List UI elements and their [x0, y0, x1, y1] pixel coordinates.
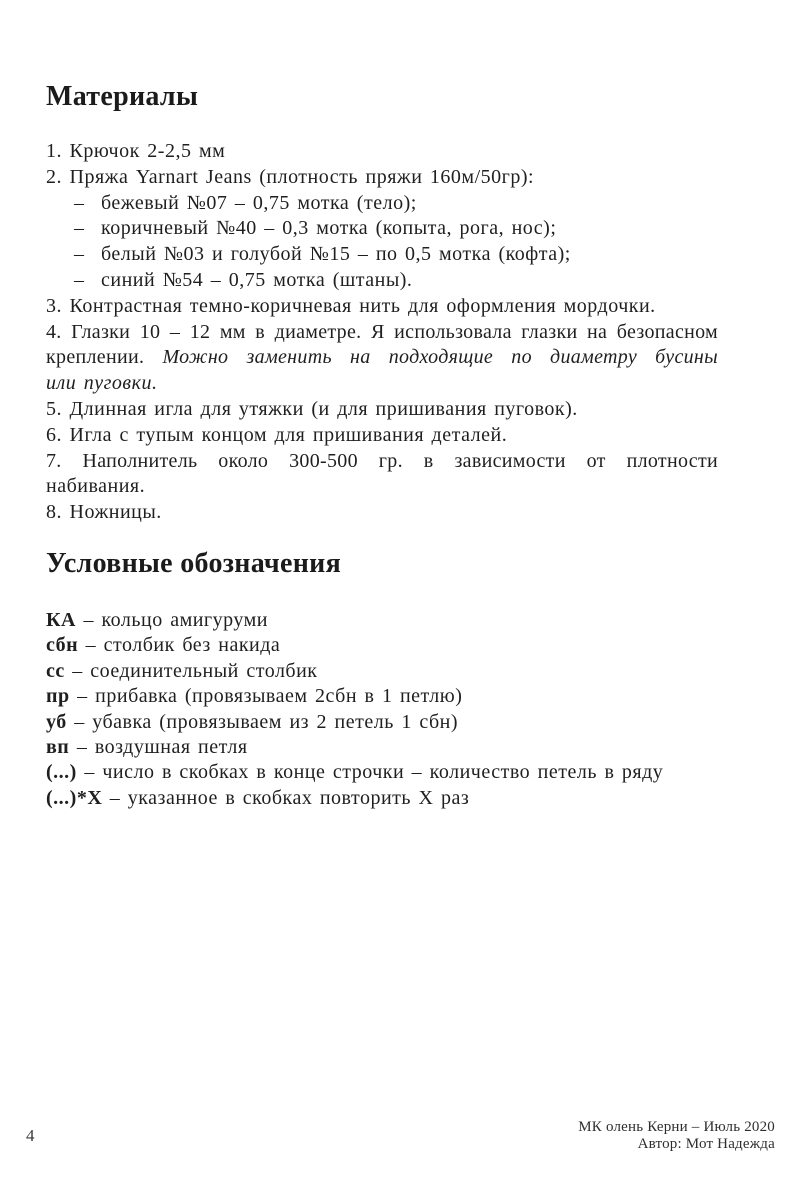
text-segment: 1. Крючок 2-2,5 мм	[46, 140, 226, 162]
materials-line	[46, 216, 718, 242]
materials-line	[46, 500, 718, 526]
list-dash: –	[74, 217, 85, 240]
legend-item	[46, 710, 718, 735]
legend-description: – прибавка (провязываем 2сбн в 1 петлю)	[69, 685, 463, 708]
text-segment: белый №03 и голубой №15 – по 0,5 мотка (кофта);	[101, 243, 571, 266]
text-segment: 5. Длинная игла для утяжки (и для пришивания пуговок).	[46, 397, 578, 420]
legend-item	[46, 608, 718, 633]
text-segment: набивания.	[46, 475, 146, 498]
materials-line	[46, 294, 718, 320]
legend-item	[46, 786, 718, 811]
materials-line	[46, 371, 718, 397]
legend-description: – воздушная петля	[69, 735, 248, 758]
materials-list	[46, 139, 718, 526]
materials-line	[46, 449, 718, 475]
footer-credit-line-2: Автор: Мот Надежда	[637, 1136, 775, 1152]
text-segment: или пуговки.	[46, 372, 158, 395]
legend-item	[46, 760, 718, 785]
text-segment: креплении.	[46, 346, 163, 369]
materials-line	[46, 423, 718, 449]
materials-line	[46, 320, 718, 346]
legend-description: – число в скобках в конце строчки – количество петель в ряду	[76, 761, 664, 784]
legend-heading: Условные обозначения	[46, 548, 342, 579]
legend-term: КА	[46, 609, 76, 631]
legend-item	[46, 633, 718, 658]
legend-description: – столбик без накида	[78, 634, 281, 657]
legend-term: сс	[46, 659, 65, 682]
materials-heading: Материалы	[46, 81, 199, 112]
legend-description: – указанное в скобках повторить X раз	[102, 786, 470, 809]
materials-line	[46, 268, 718, 294]
legend-item	[46, 735, 718, 760]
footer-credit-line-1: МК олень Керни – Июль 2020	[578, 1119, 775, 1135]
text-segment: 4. Глазки 10 – 12 мм в диаметре. Я использовала глазки на безопасном	[46, 320, 718, 343]
text-segment: бежевый №07 – 0,75 мотка (тело);	[101, 191, 417, 214]
legend-description: – соединительный столбик	[64, 659, 318, 682]
materials-line	[46, 474, 718, 500]
legend-description: – убавка (провязываем из 2 петель 1 сбн)	[66, 710, 459, 733]
legend-term: уб	[46, 710, 67, 733]
materials-line	[46, 191, 718, 217]
legend-term: (...)	[46, 761, 77, 784]
legend-term: вп	[46, 735, 70, 758]
text-segment: коричневый №40 – 0,3 мотка (копыта, рога, нос);	[101, 217, 557, 240]
text-segment: синий №54 – 0,75 мотка (штаны).	[101, 268, 413, 291]
footer-credit	[578, 1119, 775, 1153]
text-segment: 6. Игла с тупым концом для пришивания деталей.	[46, 423, 508, 446]
materials-line	[46, 165, 718, 191]
legend-term: сбн	[46, 634, 79, 657]
legend-term: пр	[46, 685, 70, 708]
materials-line	[46, 345, 718, 371]
materials-line	[46, 242, 718, 268]
text-segment: 7. Наполнитель около 300-500 гр. в зависимости от плотности	[46, 449, 718, 472]
legend-item	[46, 684, 718, 709]
text-segment: 3. Контрастная темно-коричневая нить для оформления мордочки.	[46, 294, 656, 317]
text-segment: 2. Пряжа Yarnart Jeans (плотность пряжи 160м/50гр):	[46, 165, 535, 188]
legend-item	[46, 659, 718, 684]
text-segment: 8. Ножницы.	[46, 501, 162, 524]
text-segment: Можно заменить на подходящие по диаметру бусины	[162, 346, 718, 369]
legend-term: (...)*X	[46, 786, 103, 809]
list-dash: –	[74, 243, 85, 266]
materials-line	[46, 397, 718, 423]
list-dash: –	[74, 268, 85, 291]
legend-description: – кольцо амигуруми	[75, 609, 268, 631]
list-dash: –	[74, 191, 85, 214]
legend-list	[46, 608, 718, 811]
materials-line	[46, 139, 718, 165]
page-number: 4	[26, 1126, 35, 1145]
